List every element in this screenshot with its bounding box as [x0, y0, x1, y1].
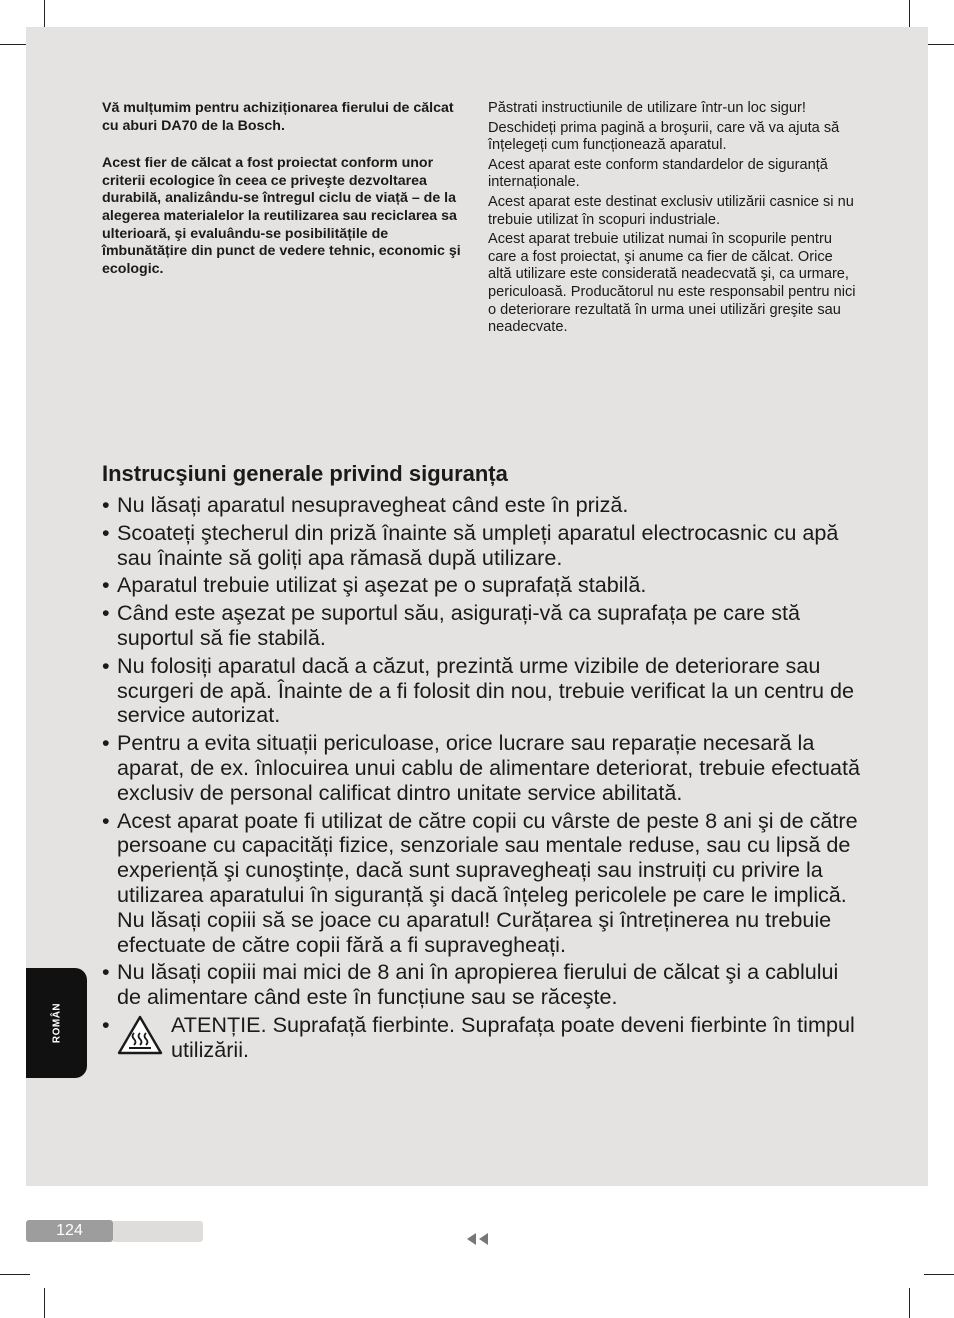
intro-note: Păstrati instructiunile de utilizare într-un loc sigur! [488, 100, 806, 116]
bullet: • [102, 959, 110, 985]
safety-item [102, 601, 862, 651]
crop-mark [44, 1288, 45, 1318]
safety-item [102, 654, 862, 728]
bullet: • [102, 519, 110, 545]
safety-item-text: Scoateți ştecherul din priză înainte să umpleți aparatul electrocasnic cu apă sau înainte să goliți apa rămasă după utilizare. [117, 519, 839, 570]
eco-design-text: Acest fier de călcat a fost proiectat conform unor criterii ecologice în ceea ce priveşte dezvoltarea durabilă, analizându-se întregul ciclu de viață – de la alegerea materialelor la reutilizarea sau reciclarea sa ulterioară, şi evaluându-se posibilitățile de îmbunătățire din punct de vedere tehnic, economic şi ecologic. [102, 155, 461, 277]
safety-item [102, 521, 862, 571]
safety-item-text: Nu folosiți aparatul dacă a căzut, prezintă urme vizibile de deteriorare sau scurgeri de apă. Înainte de a fi folosit din nou, trebuie verificat la un centru de service autorizat. [117, 652, 855, 728]
crop-mark [44, 0, 45, 28]
intro-note: Acest aparat este destinat exclusiv utilizării casnice si nu trebuie utilizat în scopuri industriale. [488, 193, 854, 228]
thank-you-text: Vă mulțumim pentru achiziționarea fierului de călcat cu aburi DA70 de la Bosch. [102, 100, 454, 134]
safety-item [102, 573, 862, 598]
bullet: • [102, 492, 110, 517]
bullet: • [102, 730, 110, 756]
page-number-bar [113, 1221, 203, 1242]
safety-item-text: Nu lăsați copiii mai mici de 8 ani în apropierea fierului de călcat şi a cablului de alimentare când este în funcțiune sau se răceşte. [117, 959, 839, 1010]
safety-title: Instrucşiuni generale privind siguranța [102, 461, 508, 486]
crop-mark [909, 0, 910, 28]
safety-warning-item [102, 1013, 862, 1063]
bullet: • [102, 652, 110, 678]
intro-note: Acest aparat este conform standardelor de siguranță internaționale. [488, 156, 828, 191]
crop-mark [0, 1274, 30, 1275]
language-tab [26, 968, 87, 1078]
hot-surface-warning-icon [117, 1015, 163, 1055]
crop-mark [924, 44, 954, 45]
intro-bold-column [102, 100, 467, 298]
safety-item [102, 809, 862, 958]
rewind-arrows-icon[interactable] [464, 1232, 490, 1246]
intro-note: Deschideți prima pagină a broşurii, care vă va ajuta să înțelegeți cum funcționează aparatul. [488, 119, 840, 154]
safety-item [102, 731, 862, 805]
crop-mark [924, 1274, 954, 1275]
safety-item-text: Pentru a evita situații periculoase, orice lucrare sau reparație necesară la aparat, de ex. înlocuirea unui cablu de alimentare deteriorat, trebuie efectuată exclusiv de personal calificat dintro unitate service abilitată. [117, 730, 861, 805]
warning-text: ATENȚIE. Suprafață fierbinte. Suprafața poate deveni fierbinte în timpul utilizării. [171, 1011, 855, 1062]
intro-notes-column [488, 100, 860, 339]
safety-item-text: Acest aparat poate fi utilizat de către copii cu vârste de peste 8 ani şi de către persoane cu capacități fizice, senzoriale sau mentale reduse, sau cu lipsă de experiență şi cunoştințe, dacă sunt supravegheați sau instruiți cu privire la utilizarea aparatului în siguranță şi dacă înțeleg pericolele pe care le implică. Nu lăsați copiii să se joace cu aparatul! Curățarea şi întreținerea nu trebuie efectuate de către copii fără a fi supravegheați. [117, 807, 858, 957]
safety-item-text: Aparatul trebuie utilizat şi aşezat pe o suprafață stabilă. [117, 572, 647, 598]
page-number: 124 [26, 1220, 113, 1242]
bullet: • [102, 1011, 110, 1037]
crop-mark [909, 1288, 910, 1318]
language-tab-label: ROMÂN [51, 1002, 62, 1044]
safety-item [102, 493, 862, 518]
safety-item [102, 960, 862, 1010]
intro-note: Acest aparat trebuie utilizat numai în scopurile pentru care a fost proiectat, şi anume ca fier de călcat. Orice altă utilizare este considerată neadecvată şi, ca urmare, periculoasă. Producătorul nu este responsabil pentru nici o deteriorare rezultată în urma unei utilizări greşite sau neadecvate. [488, 231, 856, 336]
bullet: • [102, 600, 110, 626]
safety-section [102, 461, 862, 1066]
bullet: • [102, 807, 110, 833]
bullet: • [102, 572, 110, 598]
safety-item-text: Când este aşezat pe suportul său, asigurați-vă ca suprafața pe care stă suportul să fie stabilă. [117, 600, 800, 650]
safety-item-text: Nu lăsați aparatul nesupravegheat când este în priză. [117, 492, 629, 517]
safety-list [102, 493, 862, 1063]
